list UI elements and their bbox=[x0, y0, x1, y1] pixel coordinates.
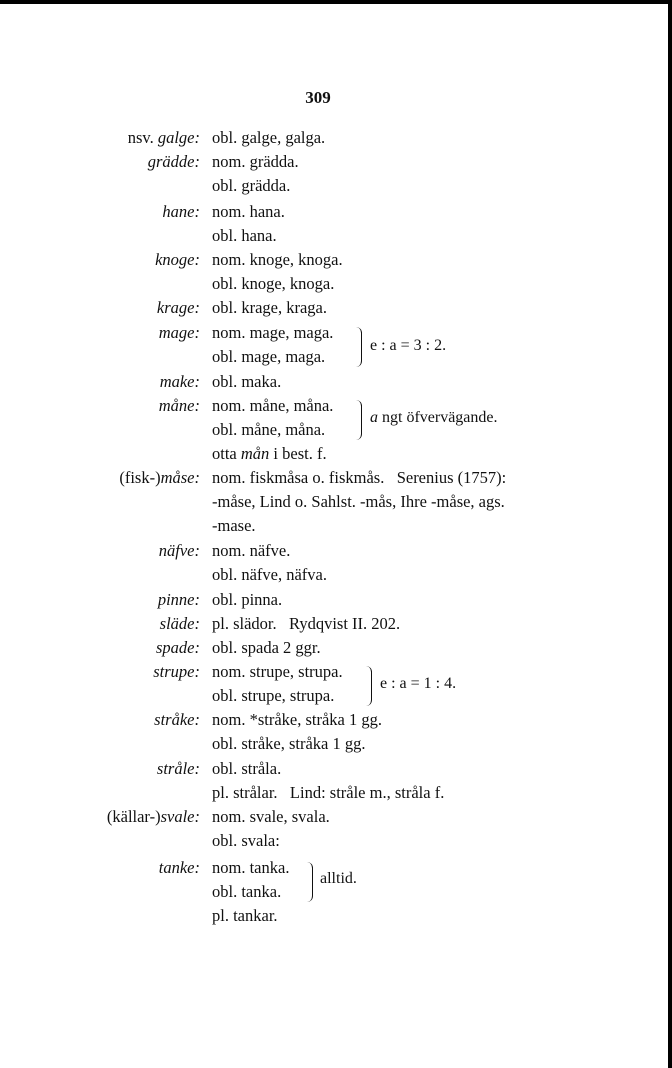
form-line: obl. hana. bbox=[212, 226, 277, 245]
entry-krage bbox=[0, 296, 672, 320]
form-line: nom. strupe, strupa. bbox=[212, 662, 343, 681]
form-line: obl. svala: bbox=[212, 831, 280, 850]
lemma: tanke: bbox=[158, 858, 200, 877]
entry-strupe-cont bbox=[0, 684, 672, 708]
form-line: nom. grädda. bbox=[212, 152, 299, 171]
lemma: mage: bbox=[158, 323, 200, 342]
form-line: obl. måne, måna. bbox=[212, 420, 326, 439]
entry-nafve bbox=[0, 539, 672, 563]
form-line: obl. pinna. bbox=[212, 590, 283, 609]
entry-knoge-cont bbox=[0, 272, 672, 296]
brace bbox=[306, 862, 313, 902]
form-line: nom. *stråke, stråka 1 gg. bbox=[212, 710, 383, 729]
entry-mage bbox=[0, 321, 672, 345]
lemma: pinne: bbox=[157, 590, 200, 609]
form-line: -mase. bbox=[212, 516, 256, 535]
form-line: obl. knoge, knoga. bbox=[212, 274, 335, 293]
form-line: obl. galge, galga. bbox=[212, 128, 326, 147]
form-line: obl. stråke, stråka 1 gg. bbox=[212, 734, 366, 753]
lemma: (fisk-)måse: bbox=[119, 468, 200, 487]
form-line: nom. hana. bbox=[212, 202, 285, 221]
form-line: pl. strålar. Lind: stråle m., stråla f. bbox=[212, 783, 445, 802]
lemma: hane: bbox=[162, 202, 200, 221]
lemma: grädde: bbox=[147, 152, 200, 171]
entry-mane-cont bbox=[0, 418, 672, 442]
entry-strake bbox=[0, 708, 672, 732]
entry-spade bbox=[0, 636, 672, 660]
form-line: obl. mage, maga. bbox=[212, 347, 326, 366]
brace bbox=[365, 666, 372, 706]
entry-strale-cont bbox=[0, 781, 672, 805]
entry-strupe bbox=[0, 660, 672, 684]
entry-gradde-cont bbox=[0, 174, 672, 198]
entry-hane-cont bbox=[0, 224, 672, 248]
form-line: obl. maka. bbox=[212, 372, 282, 391]
brace-note: a ngt öfvervägande. bbox=[370, 409, 498, 426]
lemma: spade: bbox=[156, 638, 200, 657]
form-line: obl. tanka. bbox=[212, 882, 282, 901]
entry-make bbox=[0, 370, 672, 394]
form-line: nom. mage, maga. bbox=[212, 323, 334, 342]
entry-svale-cont bbox=[0, 829, 672, 853]
entry-hane bbox=[0, 200, 672, 224]
entry-svale bbox=[0, 805, 672, 829]
form-line: -måse, Lind o. Sahlst. -mås, Ihre -måse, ags. bbox=[212, 492, 505, 511]
lemma: nsv. galge: bbox=[127, 128, 200, 147]
lemma: stråke: bbox=[154, 710, 200, 729]
lemma: make: bbox=[159, 372, 200, 391]
lemma: krage: bbox=[156, 298, 200, 317]
entry-pinne bbox=[0, 588, 672, 612]
entry-gradde bbox=[0, 150, 672, 174]
form-line: obl. krage, kraga. bbox=[212, 298, 327, 317]
entry-knoge bbox=[0, 248, 672, 272]
form-line: pl. tankar. bbox=[212, 906, 278, 925]
form-line: nom. fiskmåsa o. fiskmås. Serenius (1757): bbox=[212, 468, 507, 487]
entry-mage-cont bbox=[0, 345, 672, 369]
entry-galge bbox=[0, 126, 672, 150]
entry-mane bbox=[0, 394, 672, 418]
entry-slade bbox=[0, 612, 672, 636]
form-line: obl. strupe, strupa. bbox=[212, 686, 335, 705]
brace-note: alltid. bbox=[320, 870, 357, 887]
form-line: nom. knoge, knoga. bbox=[212, 250, 343, 269]
form-line: nom. svale, svala. bbox=[212, 807, 330, 826]
lemma: stråle: bbox=[156, 759, 200, 778]
lemma: måne: bbox=[158, 396, 200, 415]
page-number: 309 bbox=[305, 88, 331, 107]
form-line: pl. slädor. Rydqvist II. 202. bbox=[212, 614, 401, 633]
form-line: nom. näfve. bbox=[212, 541, 291, 560]
brace-note: e : a = 3 : 2. bbox=[370, 337, 447, 354]
lemma: (källar-)svale: bbox=[106, 807, 200, 826]
entry-strale bbox=[0, 757, 672, 781]
form-line: obl. spada 2 ggr. bbox=[212, 638, 321, 657]
lemma: näfve: bbox=[158, 541, 200, 560]
entry-tanke-cont2 bbox=[0, 904, 672, 928]
lemma: knoge: bbox=[155, 250, 200, 269]
form-line: nom. måne, måna. bbox=[212, 396, 334, 415]
entry-strake-cont bbox=[0, 732, 672, 756]
form-line: obl. näfve, näfva. bbox=[212, 565, 327, 584]
entry-nafve-cont bbox=[0, 563, 672, 587]
entry-mane-extra bbox=[0, 442, 672, 466]
entry-mase-cont2 bbox=[0, 514, 672, 538]
form-line: obl. grädda. bbox=[212, 176, 291, 195]
lemma: strupe: bbox=[153, 662, 200, 681]
form-line: nom. tanka. bbox=[212, 858, 290, 877]
entry-mase-cont bbox=[0, 490, 672, 514]
form-line: otta mån i best. f. bbox=[212, 444, 327, 463]
brace bbox=[355, 327, 362, 367]
form-line: obl. stråla. bbox=[212, 759, 282, 778]
brace bbox=[355, 400, 362, 440]
brace-note: e : a = 1 : 4. bbox=[380, 675, 457, 692]
entry-mase bbox=[0, 466, 672, 490]
lemma: släde: bbox=[159, 614, 200, 633]
